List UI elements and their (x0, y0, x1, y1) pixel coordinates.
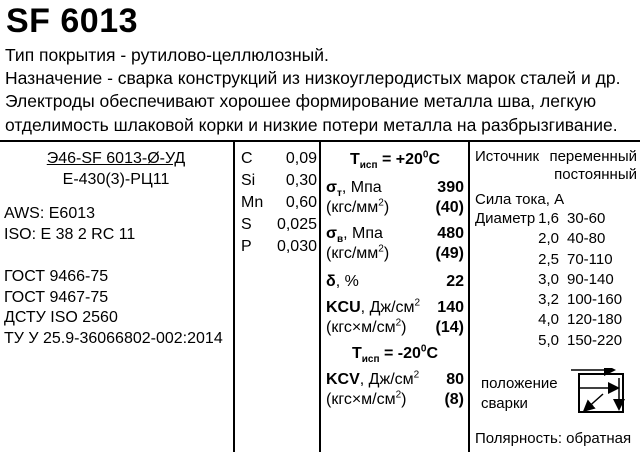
standard-item: ГОСТ 9466-75 (4, 268, 109, 285)
column-divider (468, 140, 470, 452)
power-source-label: Источник (475, 148, 540, 165)
power-source-ac: переменный (549, 148, 637, 165)
description-line: отделимость шлаковой корки и низкие потери металла на разбрызгивание. (5, 114, 618, 135)
test-temperature-minus: $Т_{исп} = -20^0С$ (351, 343, 439, 366)
position-label: сварки (481, 395, 528, 412)
power-source-row (475, 148, 637, 184)
composition-column (241, 148, 317, 258)
impact-kcv-kgf: $(кгс\times м/см^2)$ (8) (326, 389, 464, 408)
composition-row: Si 0,30 (241, 172, 317, 189)
current-label: Сила тока, А (475, 191, 565, 208)
current-table (475, 209, 637, 351)
classification-column (4, 148, 228, 349)
yield-strength: $\sigma_т$, Мпа 390 (326, 179, 464, 200)
standard-item: ДСТУ ISO 2560 (4, 309, 118, 326)
composition-row: C 0,09 (241, 150, 317, 167)
aws-class: AWS: E6013 (4, 205, 96, 222)
mechanical-column (326, 148, 464, 410)
position-label: положение (481, 375, 558, 392)
impact-kcu: KCU, $Дж/см^2$ 140 (326, 297, 464, 316)
impact-kcv: KCV, $Дж/см^2$ 80 (326, 369, 464, 388)
elongation: δ, % 22 (326, 273, 464, 290)
standard-item: ТУ У 25.9-36066802-002:2014 (4, 329, 223, 347)
composition-row: Mn 0,60 (241, 194, 317, 211)
description-line: Электроды обеспечивают хорошее формирование металла шва, легкую (5, 91, 597, 112)
current-row: 4,0 120-180 (538, 311, 623, 329)
test-temperature-plus: $Т_{исп} = +20^0С$ (349, 149, 441, 172)
impact-kcu-kgf: $(кгс\times м/см^2)$ (14) (326, 317, 464, 336)
polarity: Полярность: обратная (475, 430, 632, 447)
column-divider (233, 140, 235, 452)
classification-code: Е-430(3)-РЦ11 (62, 171, 170, 188)
composition-row: S 0,025 (241, 216, 317, 233)
diameter-label: Диаметр (475, 210, 536, 227)
power-column (475, 148, 637, 351)
tensile-strength-kgf: $(кгс/мм^2)$ (49) (326, 243, 464, 262)
tensile-strength: $\sigma_в$, Мпа 480 (326, 225, 464, 246)
composition-row: P 0,030 (241, 238, 317, 255)
standard-item: ГОСТ 9467-75 (4, 288, 109, 306)
product-title: SF 6013 (6, 2, 139, 40)
yield-strength-kgf: $(кгс/мм^2)$ (40) (326, 197, 464, 216)
description-line: Тип покрытия - рутилово-целлюлозный. (5, 45, 329, 65)
current-row: 1,6 30-60 (538, 210, 606, 227)
welding-position-icon (567, 368, 631, 422)
current-row: 3,2 100-160 (538, 291, 623, 309)
current-row: 2,5 70-110 (538, 250, 613, 268)
welding-position-block (475, 374, 635, 420)
column-divider (319, 140, 321, 452)
description-block (5, 44, 635, 137)
description-line: Назначение - сварка конструкций из низкоуглеродистых марок сталей и др. (5, 68, 621, 89)
current-row: 3,0 90-140 (538, 270, 614, 288)
current-row: 2,0 40-80 (538, 230, 606, 248)
designation: Э46-SF 6013-Ø-УД (46, 150, 186, 167)
iso-class: ISO: E 38 2 RC 11 (4, 225, 136, 243)
power-source-dc: постоянный (554, 166, 637, 183)
current-row: 5,0 150-220 (538, 331, 623, 349)
